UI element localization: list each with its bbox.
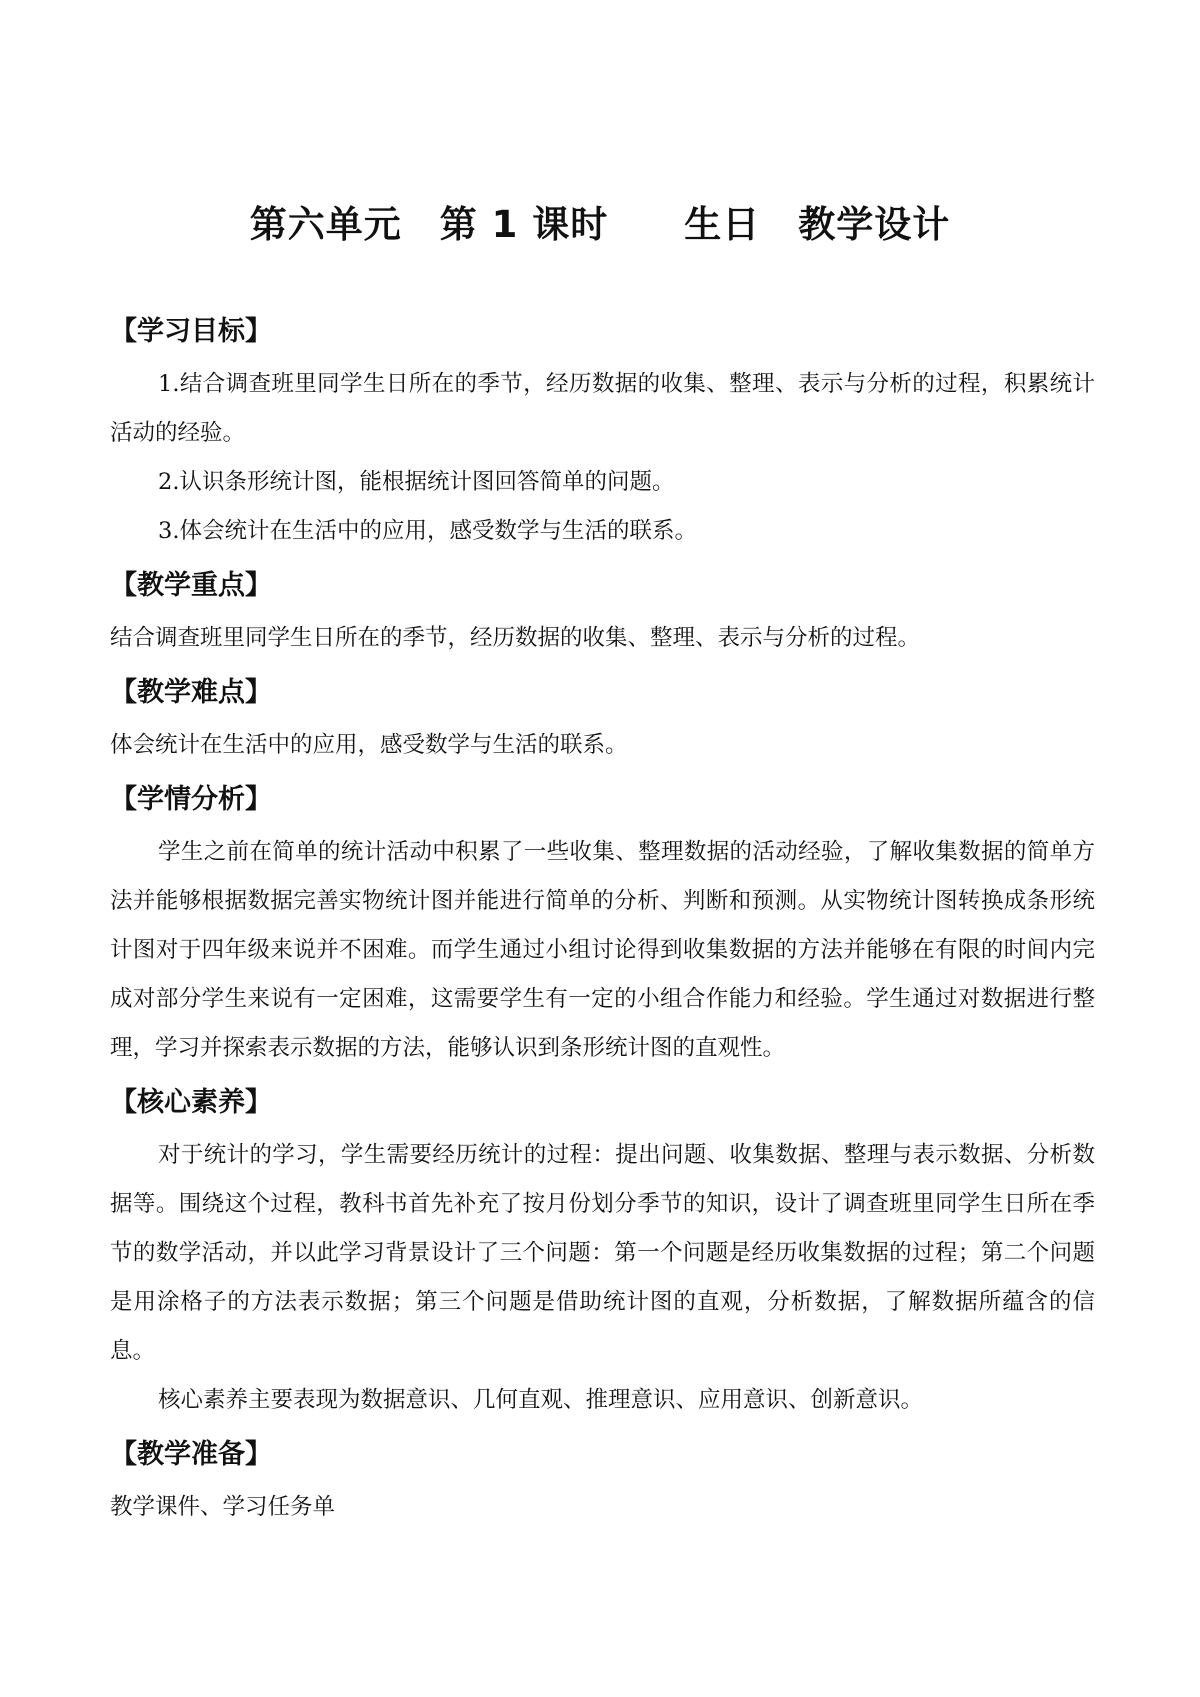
document-title: 第六单元 第 1 课时 生日 教学设计	[249, 203, 951, 246]
heading-preparation: 【教学准备】	[110, 1439, 272, 1470]
objective-item: 1.结合调查班里同学生日所在的季节，经历数据的收集、整理、表示与分析的过程，积累统计活动的经验。	[110, 371, 1095, 446]
core-literacy-paragraph: 对于统计的学习，学生需要经历统计的过程：提出问题、收集数据、整理与表示数据、分析数据等。围绕这个过程，教科书首先补充了按月份划分季节的知识，设计了调查班里同学生日所在季节的数学活动，并以此学习背景设计了三个问题：第一个问题是经历收集数据的过程；第二个问题是用涂格子的方法表示数据；第三个问题是借助统计图的直观，分析数据，了解数据所蕴含的信息。	[110, 1142, 1095, 1364]
heading-difficulties: 【教学难点】	[110, 677, 272, 708]
document-body	[110, 312, 1095, 1532]
preparation-text: 教学课件、学习任务单	[110, 1494, 336, 1520]
objective-item: 3.体会统计在生活中的应用，感受数学与生活的联系。	[158, 518, 697, 544]
objective-item: 2.认识条形统计图，能根据统计图回答简单的问题。	[158, 469, 675, 495]
heading-key-points: 【教学重点】	[110, 570, 272, 601]
heading-learner-analysis: 【学情分析】	[110, 784, 272, 815]
heading-learning-objectives: 【学习目标】	[110, 316, 272, 347]
learner-analysis-text: 学生之前在简单的统计活动中积累了一些收集、整理数据的活动经验，了解收集数据的简单方法并能够根据数据完善实物统计图并能进行简单的分析、判断和预测。从实物统计图转换成条形统计图对于四年级来说并不困难。而学生通过小组讨论得到收集数据的方法并能够在有限的时间内完成对部分学生来说有一定困难，这需要学生有一定的小组合作能力和经验。学生通过对数据进行整理，学习并探索表示数据的方法，能够认识到条形统计图的直观性。	[110, 839, 1095, 1061]
core-literacy-paragraph: 核心素养主要表现为数据意识、几何直观、推理意识、应用意识、创新意识。	[158, 1387, 924, 1413]
key-points-text: 结合调查班里同学生日所在的季节，经历数据的收集、整理、表示与分析的过程。	[110, 625, 921, 651]
heading-core-literacy: 【核心素养】	[110, 1087, 272, 1118]
difficulties-text: 体会统计在生活中的应用，感受数学与生活的联系。	[110, 732, 628, 758]
